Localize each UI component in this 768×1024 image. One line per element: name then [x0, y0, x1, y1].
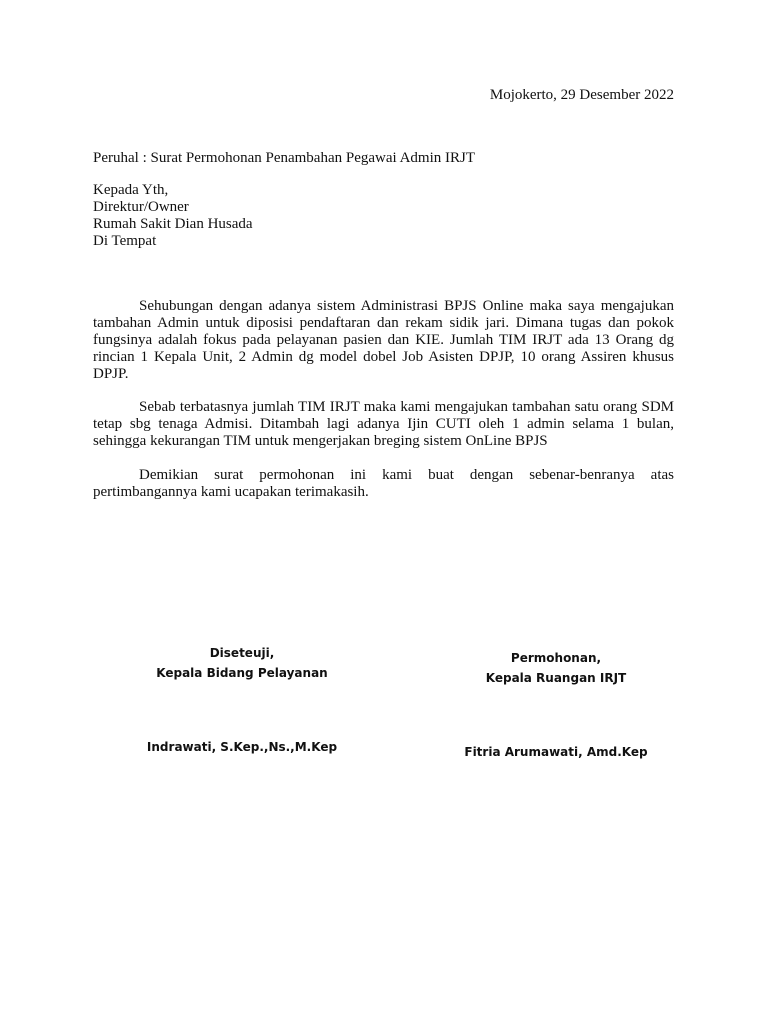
approver-signature-block	[112, 643, 372, 683]
applicant-name	[426, 742, 686, 762]
body-paragraph: Demikian surat permohonan ini kami buat dengan sebenar-benranya atas pertimbangannya kami ucapakan terimakasih.	[93, 467, 674, 500]
approver-greeting: Diseteuji,	[209, 646, 275, 660]
address-line: Rumah Sakit Dian Husada	[93, 216, 253, 232]
body-paragraph: Sebab terbatasnya jumlah TIM IRJT maka kami mengajukan tambahan satu orang SDM tetap sbg tenaga Admisi. Ditambah lagi adanya Ijin CUTI oleh 1 admin selama 1 bulan, sehingga kekurangan TIM untuk mengerjakan breging sistem OnLine BPJS	[93, 399, 674, 449]
address-line: Direktur/Owner	[93, 199, 189, 215]
applicant-greeting: Permohonan,	[510, 651, 602, 665]
letter-date: Mojokerto, 29 Desember 2022	[489, 87, 674, 103]
recipient-address	[93, 182, 253, 250]
approver-title: Kepala Bidang Pelayanan	[156, 666, 328, 680]
body-paragraph: Sehubungan dengan adanya sistem Administrasi BPJS Online maka saya mengajukan tambahan Admin untuk diposisi pendaftaran dan rekam sidik jari. Dimana tugas dan pokok fungsinya adalah fokus pada pelayanan pasien dan KIE. Jumlah TIM IRJT ada 13 Orang dg rincian 1 Kepala Unit, 2 Admin dg model dobel Job Asisten DPJP, 10 orang Assiren khusus DPJP.	[93, 298, 674, 382]
approver-name	[112, 737, 372, 757]
letter-subject: Peruhal : Surat Permohonan Penambahan Pegawai Admin IRJT	[93, 150, 476, 166]
address-line: Di Tempat	[93, 233, 157, 249]
applicant-signature-block	[426, 648, 686, 688]
applicant-title: Kepala Ruangan IRJT	[485, 671, 627, 685]
address-line: Kepada Yth,	[93, 182, 169, 198]
approver-name-text: Indrawati, S.Kep.,Ns.,M.Kep	[146, 740, 338, 754]
applicant-name-text: Fitria Arumawati, Amd.Kep	[464, 745, 648, 759]
